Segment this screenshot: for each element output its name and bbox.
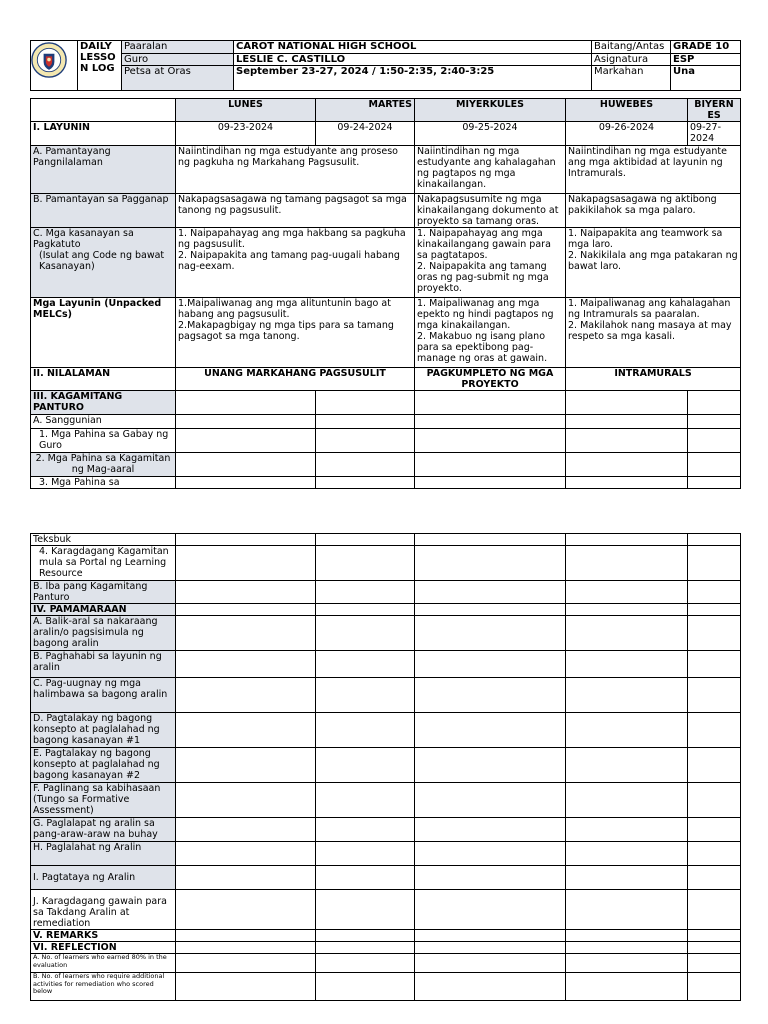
empty-cell xyxy=(415,546,566,581)
empty-cell xyxy=(176,477,316,489)
empty-cell xyxy=(415,973,566,1001)
empty-cell xyxy=(415,604,566,616)
empty-cell xyxy=(316,604,415,616)
header-table xyxy=(30,40,741,91)
deped-seal-cell xyxy=(31,41,78,91)
empty-cell xyxy=(176,942,316,954)
layunin-item: 1. Maipaliwanag ang kahalagahan ng Intramurals sa paaralan. xyxy=(568,298,731,320)
value-markahan: Una xyxy=(671,66,741,91)
empty-cell xyxy=(688,429,741,453)
empty-cell xyxy=(688,581,741,604)
empty-cell xyxy=(176,604,316,616)
row-label-reflection-b: B. No. of learners who require additional activities for remediation who scored below xyxy=(31,973,176,1001)
empty-cell xyxy=(415,415,566,429)
lesson-log-table-continued xyxy=(30,533,741,1001)
row-label-sanggunian: A. Sanggunian xyxy=(31,415,176,429)
row-label-karagdagang-kagamitan: 4. Karagdagang Kagamitan mula sa Portal ng Learning Resource xyxy=(31,546,176,581)
empty-cell xyxy=(316,477,415,489)
empty-cell xyxy=(415,842,566,866)
empty-cell xyxy=(415,783,566,818)
row-label-paglalapat: G. Paglalapat ng aralin sa pang-araw-araw na buhay xyxy=(31,818,176,842)
row-label-kagamitan-magaaral: 2. Mga Pahina sa Kagamitan ng Mag-aaral xyxy=(31,453,176,477)
row-label-pagtataya: I. Pagtataya ng Aralin xyxy=(31,866,176,890)
empty-cell xyxy=(316,930,415,942)
section-pamamaraan: IV. PAMAMARAAN xyxy=(31,604,176,616)
empty-cell xyxy=(176,866,316,890)
empty-cell xyxy=(176,546,316,581)
row-label-teksbuk-cont: Teksbuk xyxy=(31,534,176,546)
row-label-teksbuk: 3. Mga Pahina sa xyxy=(31,477,176,489)
empty-cell xyxy=(176,391,316,415)
empty-cell xyxy=(176,973,316,1001)
cell-kasanayan-wed xyxy=(415,228,566,298)
empty-cell xyxy=(316,391,415,415)
empty-cell xyxy=(415,581,566,604)
corner-cell xyxy=(31,99,176,122)
cell-pagganap-thu-fri: Nakapagsasagawa ng aktibong pakikilahok sa mga palaro. xyxy=(566,194,741,228)
date-miyerkules: 09-25-2024 xyxy=(415,122,566,146)
empty-cell xyxy=(176,930,316,942)
empty-cell xyxy=(176,954,316,973)
kasanayan-item: 1. Naipapahayag ang mga hakbang sa pagkuha ng pagsusulit. xyxy=(178,228,406,250)
empty-cell xyxy=(176,890,316,930)
empty-cell xyxy=(566,429,688,453)
empty-cell xyxy=(415,890,566,930)
empty-cell xyxy=(415,866,566,890)
empty-cell xyxy=(176,748,316,783)
empty-cell xyxy=(316,866,415,890)
kasanayan-sublabel: (Isulat ang Code ng bawat Kasanayan) xyxy=(39,250,165,272)
empty-cell xyxy=(688,477,741,489)
cell-layunin-mon-tue xyxy=(176,298,415,368)
empty-cell xyxy=(176,581,316,604)
empty-cell xyxy=(316,415,415,429)
empty-cell xyxy=(688,954,741,973)
empty-cell xyxy=(566,818,688,842)
empty-cell xyxy=(176,713,316,748)
empty-cell xyxy=(566,415,688,429)
empty-cell xyxy=(688,866,741,890)
empty-cell xyxy=(688,453,741,477)
value-petsa: September 23-27, 2024 / 1:50-2:35, 2:40-3:25 xyxy=(234,66,592,91)
empty-cell xyxy=(176,616,316,651)
row-label-gabay-guro: 1. Mga Pahina sa Gabay ng Guro xyxy=(31,429,176,453)
empty-cell xyxy=(316,890,415,930)
label-asignatura: Asignatura xyxy=(592,54,671,66)
empty-cell xyxy=(415,391,566,415)
empty-cell xyxy=(688,713,741,748)
cell-nilalaman-mon-tue: UNANG MARKAHANG PAGSUSULIT xyxy=(176,368,415,391)
label-guro: Guro xyxy=(122,54,234,66)
empty-cell xyxy=(316,429,415,453)
cell-pamantayang-mon-tue: Naiintindihan ng mga estudyante ang proseso ng pagkuha ng Markahang Pagsusulit. xyxy=(176,146,415,194)
empty-cell xyxy=(176,678,316,713)
cell-kasanayan-mon-tue xyxy=(176,228,415,298)
empty-cell xyxy=(176,818,316,842)
empty-cell xyxy=(316,842,415,866)
row-label-pamantayang-pangnilalaman: A. Pamantayang Pangnilalaman xyxy=(31,146,176,194)
value-asignatura: ESP xyxy=(671,54,741,66)
empty-cell xyxy=(688,842,741,866)
label-baitang: Baitang/Antas xyxy=(592,41,671,54)
row-label-pag-uugnay: C. Pag-uugnay ng mga halimbawa sa bagong aralin xyxy=(31,678,176,713)
empty-cell xyxy=(415,477,566,489)
deped-seal-icon xyxy=(31,42,67,78)
lesson-log-table xyxy=(30,98,741,489)
day-header-martes: MARTES xyxy=(316,99,415,122)
empty-cell xyxy=(688,818,741,842)
empty-cell xyxy=(415,429,566,453)
label-petsa: Petsa at Oras xyxy=(122,66,234,91)
empty-cell xyxy=(566,713,688,748)
empty-cell xyxy=(316,713,415,748)
empty-cell xyxy=(415,954,566,973)
empty-cell xyxy=(316,453,415,477)
empty-cell xyxy=(688,942,741,954)
empty-cell xyxy=(566,453,688,477)
kasanayan-item: 2. Naipapakita ang tamang pag-uugali habang nag-eexam. xyxy=(178,250,400,272)
section-kagamitan: III. KAGAMITANG PANTURO xyxy=(31,391,176,415)
date-martes: 09-24-2024 xyxy=(316,122,415,146)
empty-cell xyxy=(688,973,741,1001)
day-header-lunes: LUNES xyxy=(176,99,316,122)
empty-cell xyxy=(415,748,566,783)
empty-cell xyxy=(688,748,741,783)
day-header-huwebes: HUWEBES xyxy=(566,99,688,122)
date-huwebes: 09-26-2024 xyxy=(566,122,688,146)
empty-cell xyxy=(415,713,566,748)
row-label-karagdagang-gawain: J. Karagdagang gawain para sa Takdang Aralin at remediation xyxy=(31,890,176,930)
cell-pagganap-mon-tue: Nakapagsasagawa ng tamang pagsagot sa mga tanong ng pagsusulit. xyxy=(176,194,415,228)
layunin-item: 2.Makapagbigay ng mga tips para sa tamang pagsagot sa mga tanong. xyxy=(178,320,394,342)
section-reflection: VI. REFLECTION xyxy=(31,942,176,954)
empty-cell xyxy=(688,546,741,581)
empty-cell xyxy=(566,930,688,942)
empty-cell xyxy=(176,415,316,429)
cell-pamantayang-wed: Naiintindihan ng mga estudyante ang kahalagahan ng pagtapos ng mga kinakailangan. xyxy=(415,146,566,194)
value-guro: LESLIE C. CASTILLO xyxy=(234,54,592,66)
value-paaralan: CAROT NATIONAL HIGH SCHOOL xyxy=(234,41,592,54)
empty-cell xyxy=(415,534,566,546)
cell-pagganap-wed: Nakapagsusumite ng mga kinakailangang dokumento at proyekto sa tamang oras. xyxy=(415,194,566,228)
label-markahan: Markahan xyxy=(592,66,671,91)
kasanayan-item: 1. Naipapahayag ang mga kinakailangang gawain para sa pagtatapos. xyxy=(417,228,551,261)
empty-cell xyxy=(176,842,316,866)
empty-cell xyxy=(176,534,316,546)
row-label-paglinang: F. Paglinang sa kabihasaan (Tungo sa Formative Assessment) xyxy=(31,783,176,818)
row-label-paglalahat: H. Paglalahat ng Aralin xyxy=(31,842,176,866)
empty-cell xyxy=(566,866,688,890)
empty-cell xyxy=(566,534,688,546)
row-label-balik-aral: A. Balik-aral sa nakaraang aralin/o pagsisimula ng bagong aralin xyxy=(31,616,176,651)
layunin-item: 1.Maipaliwanag ang mga alituntunin bago at habang ang pagsusulit. xyxy=(178,298,391,320)
section-remarks: V. REMARKS xyxy=(31,930,176,942)
empty-cell xyxy=(566,616,688,651)
empty-cell xyxy=(688,616,741,651)
empty-cell xyxy=(316,973,415,1001)
empty-cell xyxy=(316,748,415,783)
kasanayan-label: C. Mga kasanayan sa Pagkatuto xyxy=(33,228,134,250)
row-label-paghahabi: B. Paghahabi sa layunin ng aralin xyxy=(31,651,176,678)
empty-cell xyxy=(566,890,688,930)
empty-cell xyxy=(566,954,688,973)
cell-layunin-wed xyxy=(415,298,566,368)
layunin-item: 2. Makilahok nang masaya at may respeto sa mga kasali. xyxy=(568,320,732,342)
empty-cell xyxy=(176,453,316,477)
cell-pamantayang-thu-fri: Naiintindihan ng mga estudyante ang mga aktibidad at layunin ng Intramurals. xyxy=(566,146,741,194)
empty-cell xyxy=(415,930,566,942)
empty-cell xyxy=(566,942,688,954)
section-nilalaman: II. NILALAMAN xyxy=(31,368,176,391)
empty-cell xyxy=(566,391,688,415)
row-label-pamantayan-pagganap: B. Pamantayan sa Pagganap xyxy=(31,194,176,228)
empty-cell xyxy=(566,651,688,678)
row-label-iba-pang-kagamitan: B. Iba pang Kagamitang Panturo xyxy=(31,581,176,604)
empty-cell xyxy=(566,581,688,604)
empty-cell xyxy=(688,651,741,678)
empty-cell xyxy=(566,678,688,713)
cell-layunin-thu-fri xyxy=(566,298,741,368)
kasanayan-item: 2. Nakikilala ang mga patakaran ng bawat laro. xyxy=(568,250,738,272)
empty-cell xyxy=(316,651,415,678)
empty-cell xyxy=(566,973,688,1001)
empty-cell xyxy=(415,616,566,651)
kasanayan-item: 1. Naipapakita ang teamwork sa mga laro. xyxy=(568,228,723,250)
empty-cell xyxy=(316,534,415,546)
date-biyernes: 09-27-2024 xyxy=(688,122,741,146)
empty-cell xyxy=(688,604,741,616)
date-lunes: 09-23-2024 xyxy=(176,122,316,146)
empty-cell xyxy=(316,678,415,713)
layunin-item: 1. Maipaliwanag ang mga epekto ng hindi pagtapos ng mga kinakailangan. xyxy=(417,298,554,331)
empty-cell xyxy=(688,783,741,818)
cell-kasanayan-thu-fri xyxy=(566,228,741,298)
day-header-miyerkules: MIYERKULES xyxy=(415,99,566,122)
row-label-layunin-unpacked: Mga Layunin (Unpacked MELCs) xyxy=(31,298,176,368)
empty-cell xyxy=(415,453,566,477)
document-title: DAILY LESSO N LOG xyxy=(78,41,122,91)
cell-nilalaman-thu-fri: INTRAMURALS xyxy=(566,368,741,391)
empty-cell xyxy=(316,783,415,818)
empty-cell xyxy=(316,954,415,973)
empty-cell xyxy=(566,477,688,489)
row-label-pagtalakay-1: D. Pagtalakay ng bagong konsepto at paglalahad ng bagong kasanayan #1 xyxy=(31,713,176,748)
empty-cell xyxy=(566,783,688,818)
empty-cell xyxy=(415,678,566,713)
layunin-item: 2. Makabuo ng isang plano para sa epektibong pag-manage ng oras at gawain. xyxy=(417,331,548,364)
empty-cell xyxy=(316,546,415,581)
empty-cell xyxy=(176,651,316,678)
empty-cell xyxy=(688,534,741,546)
empty-cell xyxy=(688,391,741,415)
kasanayan-item: 2. Naipapakita ang tamang oras ng pag-submit ng mga proyekto. xyxy=(417,261,549,294)
empty-cell xyxy=(176,429,316,453)
empty-cell xyxy=(688,930,741,942)
row-label-pagtalakay-2: E. Pagtalakay ng bagong konsepto at paglalahad ng bagong kasanayan #2 xyxy=(31,748,176,783)
empty-cell xyxy=(176,783,316,818)
empty-cell xyxy=(316,581,415,604)
empty-cell xyxy=(566,546,688,581)
empty-cell xyxy=(415,651,566,678)
empty-cell xyxy=(566,842,688,866)
section-layunin: I. LAYUNIN xyxy=(31,122,176,146)
row-label-kasanayan xyxy=(31,228,176,298)
empty-cell xyxy=(415,818,566,842)
empty-cell xyxy=(316,942,415,954)
empty-cell xyxy=(566,604,688,616)
row-label-reflection-a: A. No. of learners who earned 80% in the evaluation xyxy=(31,954,176,973)
empty-cell xyxy=(688,678,741,713)
day-header-biyernes: BIYERN ES xyxy=(688,99,741,122)
empty-cell xyxy=(566,748,688,783)
cell-nilalaman-wed: PAGKUMPLETO NG MGA PROYEKTO xyxy=(415,368,566,391)
value-baitang: GRADE 10 xyxy=(671,41,741,54)
empty-cell xyxy=(688,890,741,930)
empty-cell xyxy=(415,942,566,954)
label-paaralan: Paaralan xyxy=(122,41,234,54)
empty-cell xyxy=(316,616,415,651)
empty-cell xyxy=(316,818,415,842)
empty-cell xyxy=(688,415,741,429)
